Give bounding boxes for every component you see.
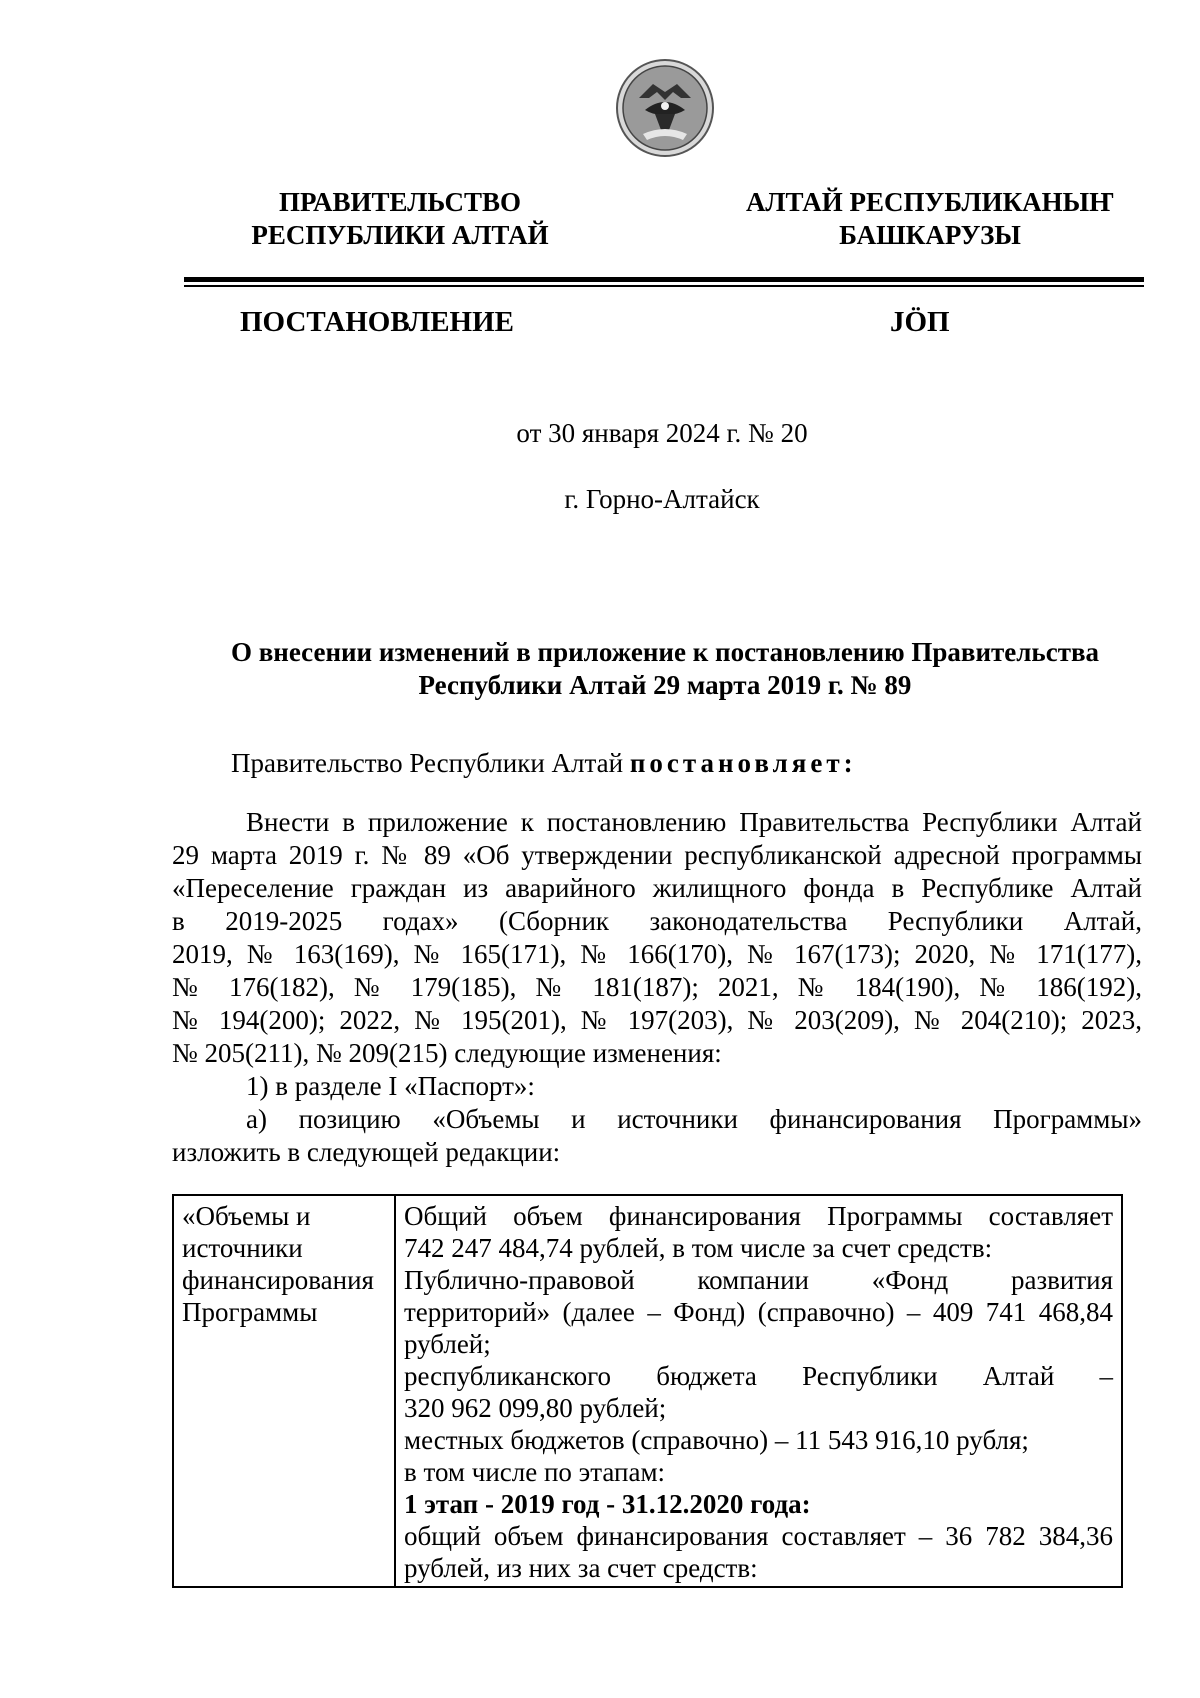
table-right-line: 742 247 484,74 рублей, в том числе за счет средств: [404,1233,993,1263]
table-row [173,1195,1122,1587]
table-left-line: финансирования [182,1265,374,1295]
header-left-line2: РЕСПУБЛИКИ АЛТАЙ [251,220,549,250]
decree-verb: постановляет: [629,748,857,778]
header-right-line1: АЛТАЙ РЕСПУБЛИКАНЫҤ [745,187,1115,217]
header-right-block [720,186,1140,252]
body-line: а) позицию «Объемы и источники финансирования Программы» [246,1104,1142,1134]
table-right-line: местных бюджетов (справочно) – 11 543 916,10 рубля; [404,1425,1029,1455]
header-left-line1: ПРАВИТЕЛЬСТВО [278,187,522,217]
body-line: изложить в следующей редакции: [172,1137,561,1167]
program-funding-table [172,1194,1123,1588]
table-right-line: 320 962 099,80 рублей; [404,1393,667,1423]
body-line: 1) в разделе I «Паспорт»: [246,1071,535,1101]
table-stage-heading: 1 этап - 2019 год - 31.12.2020 года: [404,1489,811,1519]
table-right-line: Публично-правовой компании «Фонд развития [404,1265,1113,1295]
title-line2: Республики Алтай 29 марта 2019 г. № 89 [418,670,912,700]
header-divider-thick [184,277,1144,282]
table-right-line: Общий объем финансирования Программы составляет [404,1201,1113,1231]
document-date-number: от 30 января 2024 г. № 20 [516,418,808,448]
table-right-line: территорий» (далее – Фонд) (справочно) – 409 741 468,84 [404,1297,1113,1327]
table-cell-position [173,1195,395,1587]
table-cell-content [395,1195,1122,1587]
doc-type-russian: ПОСТАНОВЛЕНИЕ [240,306,515,338]
decree-statement [231,748,857,779]
body-line: № 194(200); 2022, № 195(201), № 197(203), № 203(209), № 204(210); 2023, [172,1005,1142,1035]
body-line: Внести в приложение к постановлению Правительства Республики Алтай [246,807,1142,837]
table-right-line: республиканского бюджета Республики Алтай – [404,1361,1113,1391]
table-left-line: «Объемы и [182,1201,311,1231]
table-right-line: рублей, из них за счет средств: [404,1553,758,1583]
body-line: 2019, № 163(169), № 165(171), № 166(170), № 167(173); 2020, № 171(177), [172,939,1142,969]
doc-type-altai: ЈÖП [890,306,950,338]
header-left-block [190,186,610,252]
table-right-line: общий объем финансирования составляет – 36 782 384,36 [404,1521,1113,1551]
body-line: в 2019-2025 годах» (Сборник законодательства Республики Алтай, [172,906,1142,936]
header-divider-thin [184,285,1144,287]
table-left-line: источники [182,1233,303,1263]
table-left-line: Программы [182,1297,318,1327]
decree-subject: Правительство Республики Алтай [231,748,624,778]
document-title [190,636,1140,702]
body-line: «Переселение граждан из аварийного жилищного фонда в Республике Алтай [172,873,1142,903]
header-right-line2: БАШКАРУЗЫ [839,220,1021,250]
coat-of-arms-emblem [615,58,715,158]
body-line: № 176(182), № 179(185), № 181(187); 2021, № 184(190), № 186(192), [172,972,1142,1002]
table-right-line: в том числе по этапам: [404,1457,666,1487]
body-line: 29 марта 2019 г. № 89 «Об утверждении республиканской адресной программы [172,840,1142,870]
document-city: г. Горно-Алтайск [564,484,760,514]
body-line: № 205(211), № 209(215) следующие изменения: [172,1038,722,1068]
title-line1: О внесении изменений в приложение к постановлению Правительства [230,637,1100,667]
body-paragraph [172,806,1142,1169]
table-right-line: рублей; [404,1329,491,1359]
